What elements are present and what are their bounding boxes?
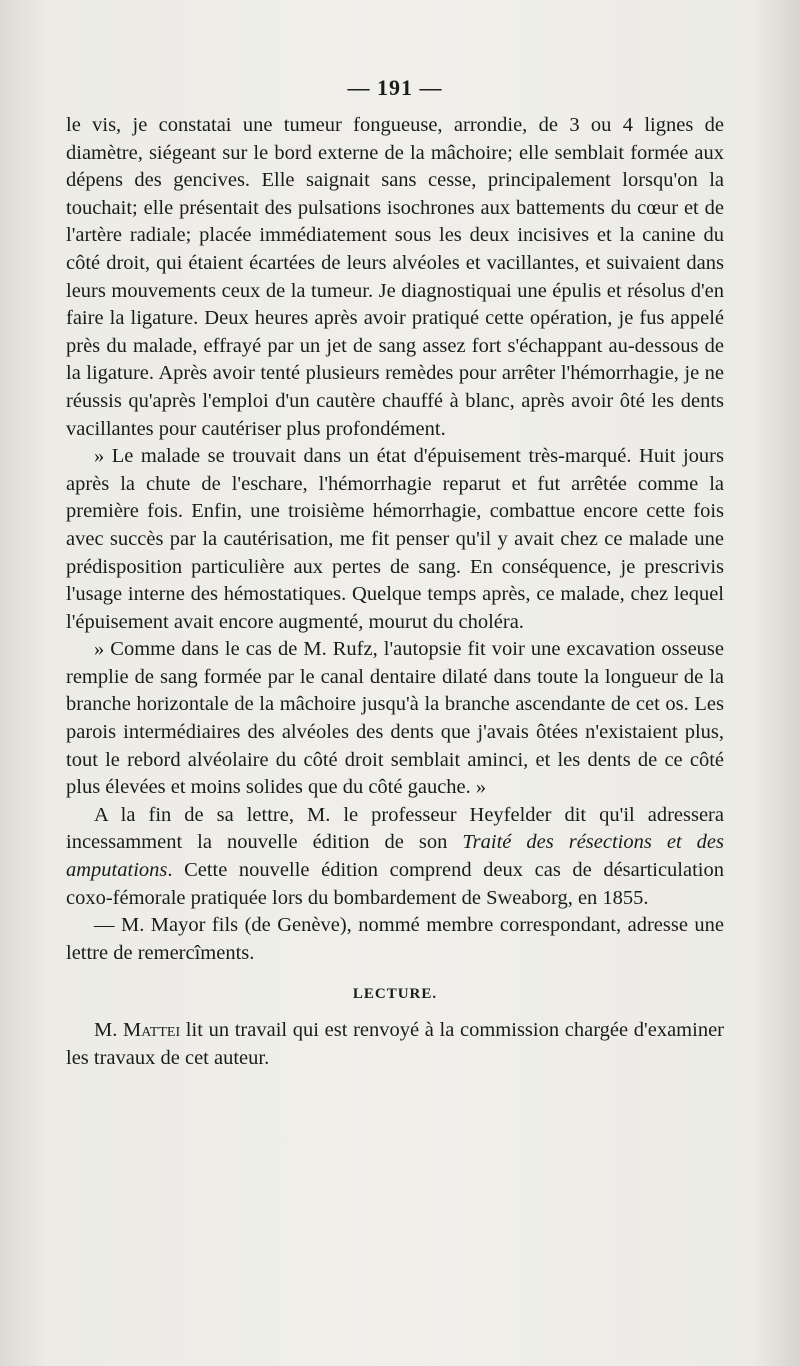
heyfelder-text-before: A la fin de sa lettre, M. le professeur Heyfelder dit qu'il adressera incessamment la nouvelle édition de son: [66, 803, 724, 854]
paragraph-autopsy: » Comme dans le cas de M. Rufz, l'autopsie fit voir une excavation osseuse remplie de sang formée par le canal dentaire dilaté dans toute la longueur de la branche horizontale de la mâchoire jusqu'à la branche ascendante de cet os. Les parois intermédiaires des alvéoles des dents que j'avais ôtées n'existaient plus, tout le rebord alvéolaire du côté droit semblait aminci, et les dents de ce côté plus élevées et moins solides que du côté gauche. »: [66, 638, 724, 799]
mattei-text: lit un travail qui est renvoyé à la commission chargée d'examiner les travaux de cet auteur.: [66, 1019, 724, 1069]
author-name: M. Mattei: [94, 1019, 181, 1042]
page-number: — 191 —: [347, 75, 443, 100]
page-text: [66, 72, 724, 1073]
paragraph-case-description: le vis, je constatai une tumeur fongueuse, arrondie, de 3 ou 4 lignes de diamètre, siégeant sur le bord externe de la mâchoire; elle semblait formée aux dépens des gencives. Elle saignait sans cesse, principalement lorsqu'on la touchait; elle présentait des pulsations isochrones aux battements du cœur et de l'artère radiale; placée immédiatement sous les deux incisives et la canine du côté droit, qui étaient écartées de leurs alvéoles et vacillantes, et suivaient dans leurs mouvements ceux de la tumeur. Je diagnostiquai une épulis et résolus d'en faire la ligature. Deux heures après avoir pratiqué cette opération, je fus appelé près du malade, effrayé par un jet de sang assez fort s'échappant au-dessous de la ligature. Après avoir tenté plusieurs remèdes pour arrêter l'hémorrhagie, je ne réussis qu'après l'emploi d'un cautère chauffé à blanc, après avoir ôté les dents vacillantes pour cautériser plus profondément.: [66, 114, 724, 440]
heyfelder-text-after: . Cette nouvelle édition comprend deux cas de désarticulation coxo-fémorale pratiquée lors du bombardement de Sweaborg, en 1855.: [66, 859, 724, 909]
section-title: LECTURE.: [352, 986, 438, 1003]
book-title: Traité des résections et des amputations: [66, 831, 724, 882]
paragraph-patient-condition: » Le malade se trouvait dans un état d'épuisement très-marqué. Huit jours après la chute de l'eschare, l'hémorrhagie reparut et fut arrêtée comme la première fois. Enfin, une troisième hémorrhagie, combattue encore cette fois avec succès par la cautérisation, me fit penser qu'il y avait chez ce malade une prédisposition particulière aux pertes de sang. En conséquence, je prescrivis l'usage interne des hémostatiques. Quelque temps après, ce malade, chez lequel l'épuisement avait encore augmenté, mourut du choléra.: [66, 445, 724, 633]
paragraph-mayor: — M. Mayor fils (de Genève), nommé membre correspondant, adresse une lettre de remercîments.: [66, 914, 724, 964]
paragraph-mattei: [66, 1017, 724, 1072]
paragraph-heyfelder: [66, 802, 724, 912]
